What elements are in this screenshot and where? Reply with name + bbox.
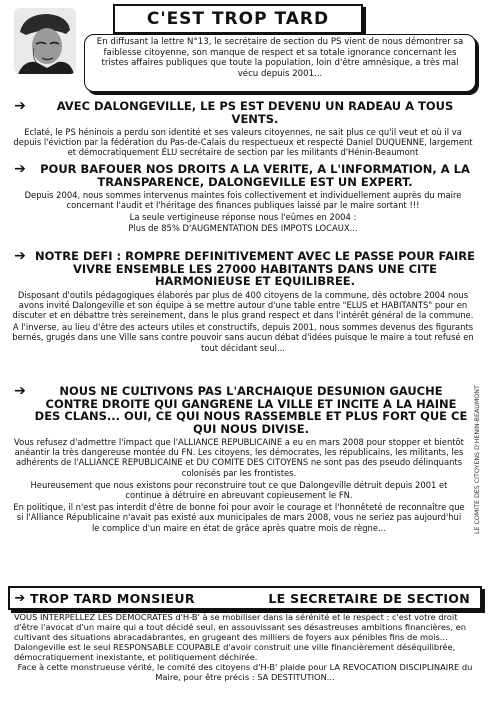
section-body: Eclaté, le PS héninois a perdu son identité et ses valeurs citoyennes, ne sait plus ce qu'il veut et où il va depuis l'éviction par la fédération du Pas-de-Calais du respectueux et respecté Daniel DUQUENNE, largement et démocratiquement ÉLU secrétaire de section par les militants d'Hénin-Beaumont <box>13 127 473 158</box>
section-body: Vous refusez d'admettre l'impact que l'ALLIANCE REPUBLICAINE a eu en mars 2008 pour stopper et bientôt anéantir la très dangereuse montée du FN. Les citoyens, les démocrates, les républicains, les militants, les adhérents de l'ALLIANCE REPUBLICAINE et DU COMITE DES CITOYENS ne sont pas des pseudo délinquants colonisés par les frontistes. Heureusement que nous existons pour reconstruire tout ce que Dalongeville détruit depuis 2001 et continue à détruire en abreuvant copieusement le FN. En politique, il n'est pas interdit d'être de bonne foi pour avoir le courage et l'honnêteté de reconnaître que si l'Alliance Républicaine n'avait pas existé aux municipales de mars 2008, vous ne seriez pas aujourd'hui le complice d'un maire en état de grâce après quatre mois de règne... <box>13 437 465 533</box>
section-body: Depuis 2004, nous sommes intervenus maintes fois collectivement et individuellement auprès du maire concernant l'audit et l'héritage des finances publiques laissé par le maire sortant !!! La seule vertigineuse réponse nous l'eûmes en 2004 : Plus de 85% D'AUGMENTATION DES IMPOTS LOCAUX... <box>24 190 462 233</box>
section-4 <box>8 385 470 535</box>
final-title-right: LE SECRETAIRE DE SECTION <box>268 590 470 606</box>
page-title: C'EST TROP TARD <box>113 4 363 34</box>
side-signature: LE COMITE DES CITOYENS D'HENIN-BEAUMONT <box>474 385 481 535</box>
section-headline: ➔ NOTRE DEFI : ROMPRE DEFINITIVEMENT AVEC LE PASSE POUR FAIRE VIVRE ENSEMBLE LES 27000 HABITANTS DANS UNE CITE HARMONIEUSE ET EQUILIBREE. <box>8 250 478 288</box>
section-headline: ➔ POUR BAFOUER NOS DROITS A LA VERITE, A L'INFORMATION, A LA TRANSPARENCE, DALONGEVILLE EST UN EXPERT. <box>8 163 478 188</box>
right-arrow-icon: ➔ <box>14 98 26 114</box>
section-3 <box>8 250 478 355</box>
right-arrow-icon: ➔ <box>14 590 26 606</box>
section-body: Disposant d'outils pédagogiques élaborés par plus de 400 citoyens de la commune, dès octobre 2004 nous avons invité Dalongeville et son équipe à se mettre autour d'une table entre "ELUS et HABITANTS" pour en discuter et en débattre très sereinement, dans le plus grand respect et dans l'intérêt général de la commune. A l'inverse, au lieu d'être des acteurs utiles et constructifs, depuis 2001, nous sommes devenus des figurants bernés, grugés dans une Ville sans contre pouvoir sans aucun débat d'idées puisque le maire a tout refusé en tout décidant seul... <box>12 289 474 353</box>
man-portrait-icon <box>14 8 76 74</box>
right-arrow-icon: ➔ <box>14 383 26 399</box>
section-1 <box>8 100 478 160</box>
section-2 <box>8 163 478 235</box>
section-headline: ➔ AVEC DALONGEVILLE, LE PS EST DEVENU UN RADEAU A TOUS VENTS. <box>8 100 478 125</box>
final-banner <box>8 586 482 610</box>
intro-callout <box>84 34 476 92</box>
portrait-image <box>14 8 76 74</box>
intro-text: En diffusant la lettre N°13, le secrétaire de section du PS vient de nous démontrer sa faiblesse citoyenne, son manque de respect et sa totale ignorance concernant les tristes affaires publiques que toute la population, loin d'être amnésique, a très mal vécu depuis 2001... <box>96 37 464 79</box>
right-arrow-icon: ➔ <box>14 248 26 264</box>
final-body: VOUS INTERPELLEZ LES DEMOCRATES d'H-B' à se mobiliser dans la sérénité et le respect : c'est votre droit d'être l'avocat d'un maire qui a tout décidé seul, en assouvissant ses désastreuses ambitions financières, en cultivant des situations abracadabrantes, en grugeant des milliers de foyers aux pénibles fins de mois... Dalongeville est le seul RESPONSABLE COUPABLE d'avoir construit une ville financièrement déséquilibrée, démocratiquement inexistante, et politiquement déchirée. Face à cette monstrueuse vérité, le comité des citoyens d'H-B' plaide pour LA REVOCATION DISCIPLINAIRE du Maire, pour être précis : SA DESTITUTION... <box>14 612 473 682</box>
right-arrow-icon: ➔ <box>14 161 26 177</box>
section-headline: ➔ NOUS NE CULTIVONS PAS L'ARCHAIQUE DESUNION GAUCHE CONTRE DROITE QUI GANGRENE LA VILLE ET INCITE A LA HAINE DES CLANS... OUI, CE QUI NOUS RASSEMBLE ET PLUS FORT QUE CE QUI NOUS DIVISE. <box>8 385 470 435</box>
final-title-left: TROP TARD MONSIEUR <box>30 590 195 606</box>
